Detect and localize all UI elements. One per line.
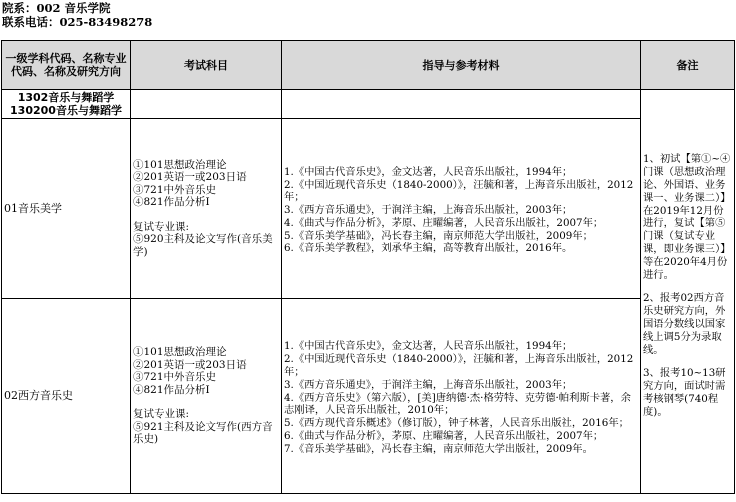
header-subjects: 考试科目 <box>131 41 282 90</box>
reference-item: 5.《西方现代音乐概述》（修订版），钟子林著，人民音乐出版社，2016年； <box>284 417 629 430</box>
empty-cell <box>282 90 641 119</box>
subject-item: ①101思想政治理论 <box>133 346 227 359</box>
header-row <box>2 41 735 90</box>
table-row <box>2 119 735 299</box>
notes-cell <box>641 90 735 494</box>
subject-item: ④821作品分析Ⅰ <box>133 383 210 396</box>
subject-item: ②201英语一或203日语 <box>133 171 247 184</box>
header-references: 指导与参考材料 <box>282 41 641 90</box>
references-cell <box>282 299 641 494</box>
references-cell <box>282 119 641 299</box>
reference-item: 6.《音乐美学教程》，刘承华主编，高等教育出版社，2016年。 <box>284 242 573 255</box>
direction-name: 01音乐美学 <box>2 119 131 299</box>
note-item: 1、初试【第①~④门课（思想政治理论、外国语、业务课一、业务课二）】在2019年12月份进行，复试【第⑤门课（复试专业课，即业务课三）】等在2020年4月份进行。 <box>643 153 731 281</box>
discipline-name: 1302音乐与舞蹈学 <box>17 91 115 104</box>
note-item: 2、报考02西方音乐史研究方向，外国语分数线以国家线上调5分为录取线。 <box>643 292 726 356</box>
retest-subject: ⑤920主科及论文写作(音乐美学) <box>133 233 273 258</box>
reference-item: 4.《曲式与作品分析》，茅原、庄曜编著，人民音乐出版社，2007年； <box>284 216 604 229</box>
note-item: 3、报考10~13研究方向，面试时需考核钢琴(740程度)。 <box>643 367 726 418</box>
header-direction: 一级学科代码、名称专业代码、名称及研究方向 <box>2 41 131 90</box>
discipline-row <box>2 90 735 119</box>
retest-subject: ⑤921主科及论文写作(西方音乐史) <box>133 420 273 446</box>
reference-item: 1.《中国古代音乐史》，金文达著，人民音乐出版社，1994年； <box>284 340 573 353</box>
retest-title: 复试专业课: <box>133 220 190 233</box>
reference-item: 1.《中国古代音乐史》，金文达著，人民音乐出版社，1994年； <box>284 165 573 178</box>
subject-item: ④821作品分析Ⅰ <box>133 196 210 209</box>
department-line: 院系：002 音乐学院 <box>2 1 111 15</box>
reference-item: 5.《音乐美学基础》，冯长春主编，南京师范大学出版社，2009年； <box>284 229 593 242</box>
table-row <box>2 299 735 494</box>
reference-item: 6.《曲式与作品分析》，茅原、庄曜编著，人民音乐出版社，2007年； <box>284 429 604 442</box>
reference-item: 2.《中国近现代音乐史（1840-2000）》，汪毓和著，上海音乐出版社，2012年； <box>284 178 634 204</box>
subject-item: ①101思想政治理论 <box>133 158 227 171</box>
subject-item: ②201英语一或203日语 <box>133 358 247 371</box>
subjects-cell <box>131 119 282 299</box>
phone-line: 联系电话：025-83498278 <box>2 15 153 29</box>
header-notes: 备注 <box>641 41 735 90</box>
discipline-cell <box>2 90 131 119</box>
direction-name: 02西方音乐史 <box>2 299 131 494</box>
exam-table <box>1 40 735 494</box>
reference-item: 4.《西方音乐史》（第六版），[美]唐纳德·杰·格劳特、克劳德·帕利斯卡著，余志刚译，人民音乐出版社，2010年； <box>284 391 631 417</box>
reference-item: 2.《中国近现代音乐史（1840-2000）》，汪毓和著，上海音乐出版社，2012年； <box>284 353 634 378</box>
empty-cell <box>131 90 282 119</box>
retest-title: 复试专业课: <box>133 408 190 421</box>
subject-item: ③721中外音乐史 <box>133 371 217 384</box>
subjects-cell <box>131 299 282 494</box>
reference-item: 3.《西方音乐通史》，于润洋主编，上海音乐出版社，2003年； <box>284 204 573 217</box>
subject-item: ③721中外音乐史 <box>133 183 217 196</box>
reference-item: 3.《西方音乐通史》，于润洋主编，上海音乐出版社，2003年； <box>284 378 573 391</box>
discipline-code-name: 130200音乐与舞蹈学 <box>10 104 122 117</box>
reference-item: 7.《音乐美学基础》，冯长春主编，南京师范大学出版社，2009年。 <box>284 442 593 455</box>
